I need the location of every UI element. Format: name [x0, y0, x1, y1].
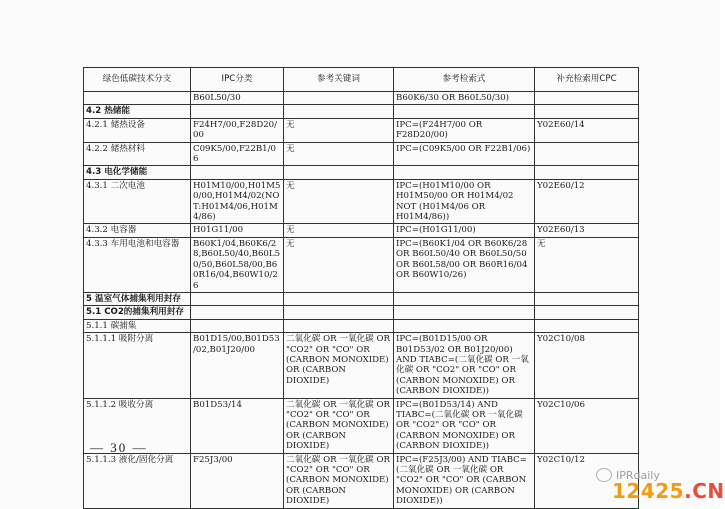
section-title: 5.1.1 碳捕集: [84, 319, 191, 332]
table-row: [84, 118, 639, 142]
cell-branch: 4.2.1 储热设备: [84, 118, 191, 142]
cell-branch: 4.3.3 车用电池和电容器: [84, 237, 191, 292]
empty-cell: [191, 105, 284, 118]
watermark-text: IPRdaily: [616, 468, 660, 482]
section-row: [84, 319, 639, 332]
wechat-icon: [596, 468, 612, 482]
cell-branch: 4.3.2 电容器: [84, 224, 191, 237]
header-branch: 绿色低碳技术分支: [84, 68, 191, 92]
empty-cell: [394, 319, 535, 332]
header-keywords: 参考关键词: [284, 68, 394, 92]
logo-tld: CN: [692, 479, 725, 503]
cell-ipc: B60K1/04,B60K6/28,B60L50/40,B60L50/50,B60L58/00,B60R16/04,B60W10/26: [191, 237, 284, 292]
cell-ipc: B60L50/30: [191, 92, 284, 105]
cell-cpc: Y02E60/14: [535, 118, 639, 142]
empty-cell: [191, 166, 284, 179]
table-header-row: [84, 68, 639, 92]
cell-keywords: 二氧化碳 OR 一氧化碳 OR "CO2" OR "CO" OR (CARBON MONOXIDE) OR (CARBON DIOXIDE): [284, 333, 394, 398]
empty-cell: [394, 306, 535, 319]
empty-cell: [394, 166, 535, 179]
table-row: [84, 333, 639, 398]
cell-cpc: Y02C10/08: [535, 333, 639, 398]
cell-query: IPC=(F24H7/00 OR F28D20/00): [394, 118, 535, 142]
cell-query: IPC=(H01M10/00 OR H01M50/00 OR H01M4/02 NOT (H01M4/06 OR H01M4/86)): [394, 179, 535, 224]
logo-number: 12425: [612, 479, 685, 503]
cell-ipc: H01M10/00,H01M50/00,H01M4/02(NOT:H01M4/06,H01M4/86): [191, 179, 284, 224]
cell-query: IPC=(F25J3/00) AND TIABC=(二氧化碳 OR 一氧化碳 OR "CO2" OR "CO" OR (CARBON MONOXIDE) OR (CARBON DIOXIDE)): [394, 453, 535, 508]
cell-query: IPC=(B01D53/14) AND TIABC=(二氧化碳 OR 一氧化碳 OR "CO2" OR "CO" OR (CARBON MONOXIDE) OR (CARBON DIOXIDE)): [394, 398, 535, 453]
cell-keywords: 无: [284, 118, 394, 142]
section-row: [84, 306, 639, 319]
cell-query: IPC=(B01D15/00 OR B01D53/02 OR B01J20/00) AND TIABC=(二氧化碳 OR 一氧化碳 OR "CO2" OR "CO" OR (CARBON MONOXIDE) OR (CARBON DIOXIDE)): [394, 333, 535, 398]
table-row: [84, 92, 639, 105]
empty-cell: [191, 292, 284, 305]
cell-query: IPC=(B60K1/04 OR B60K6/28 OR B60L50/40 OR B60L50/50 OR B60L58/00 OR B60R16/04 OR B60W10/26): [394, 237, 535, 292]
cell-branch: 5.1.1.3 液化/固化分离: [84, 453, 191, 508]
section-title: 4.2 热储能: [84, 105, 191, 118]
empty-cell: [394, 105, 535, 118]
cell-keywords: 无: [284, 237, 394, 292]
empty-cell: [284, 319, 394, 332]
cell-cpc: [535, 92, 639, 105]
table-row: [84, 142, 639, 166]
empty-cell: [535, 105, 639, 118]
cell-cpc: 无: [535, 237, 639, 292]
cell-ipc: B01D53/14: [191, 398, 284, 453]
cell-keywords: 无: [284, 142, 394, 166]
empty-cell: [535, 306, 639, 319]
table-row: [84, 224, 639, 237]
cell-ipc: B01D15/00,B01D53/02,B01J20/00: [191, 333, 284, 398]
empty-cell: [284, 105, 394, 118]
cell-ipc: H01G11/00: [191, 224, 284, 237]
cell-branch: 5.1.1.2 吸收分离: [84, 398, 191, 453]
cell-cpc: Y02C10/06: [535, 398, 639, 453]
cell-ipc: C09K5/00,F22B1/06: [191, 142, 284, 166]
cell-keywords: 二氧化碳 OR 一氧化碳 OR "CO2" OR "CO" OR (CARBON MONOXIDE) OR (CARBON DIOXIDE): [284, 453, 394, 508]
cell-cpc: [535, 142, 639, 166]
cell-keywords: [284, 92, 394, 105]
cell-cpc: Y02C10/12: [535, 453, 639, 508]
section-row: [84, 292, 639, 305]
section-title: 5 温室气体捕集利用封存: [84, 292, 191, 305]
empty-cell: [535, 292, 639, 305]
empty-cell: [284, 306, 394, 319]
section-title: 4.3 电化学储能: [84, 166, 191, 179]
table-row: [84, 237, 639, 292]
cell-cpc: Y02E60/12: [535, 179, 639, 224]
cell-ipc: F25J3/00: [191, 453, 284, 508]
cell-keywords: 无: [284, 224, 394, 237]
empty-cell: [535, 166, 639, 179]
cell-ipc: F24H7/00,F28D20/00: [191, 118, 284, 142]
table-body: [84, 92, 639, 509]
cell-branch: 4.2.2 储热材料: [84, 142, 191, 166]
cell-query: IPC=(C09K5/00 OR F22B1/06): [394, 142, 535, 166]
header-cpc: 补充检索用CPC: [535, 68, 639, 92]
table-row: [84, 453, 639, 508]
cell-branch: 4.3.1 二次电池: [84, 179, 191, 224]
cell-keywords: 二氧化碳 OR 一氧化碳 OR "CO2" OR "CO" OR (CARBON MONOXIDE) OR (CARBON DIOXIDE): [284, 398, 394, 453]
site-logo[interactable]: [612, 479, 725, 503]
section-row: [84, 105, 639, 118]
empty-cell: [191, 306, 284, 319]
cell-branch: 5.1.1.1 吸附分离: [84, 333, 191, 398]
section-row: [84, 166, 639, 179]
empty-cell: [284, 166, 394, 179]
section-title: 5.1 CO2的捕集利用封存: [84, 306, 191, 319]
cell-branch: [84, 92, 191, 105]
empty-cell: [284, 292, 394, 305]
cell-keywords: 无: [284, 179, 394, 224]
cell-cpc: Y02E60/13: [535, 224, 639, 237]
header-query: 参考检索式: [394, 68, 535, 92]
cell-query: B60K6/30 OR B60L50/30): [394, 92, 535, 105]
classification-table: [83, 67, 639, 509]
page-number: — 30 —: [90, 440, 148, 455]
table-row: [84, 398, 639, 453]
logo-dot: .: [684, 479, 693, 503]
cell-query: IPC=(H01G11/00): [394, 224, 535, 237]
header-ipc: IPC分类: [191, 68, 284, 92]
empty-cell: [191, 319, 284, 332]
empty-cell: [394, 292, 535, 305]
empty-cell: [535, 319, 639, 332]
table-row: [84, 179, 639, 224]
